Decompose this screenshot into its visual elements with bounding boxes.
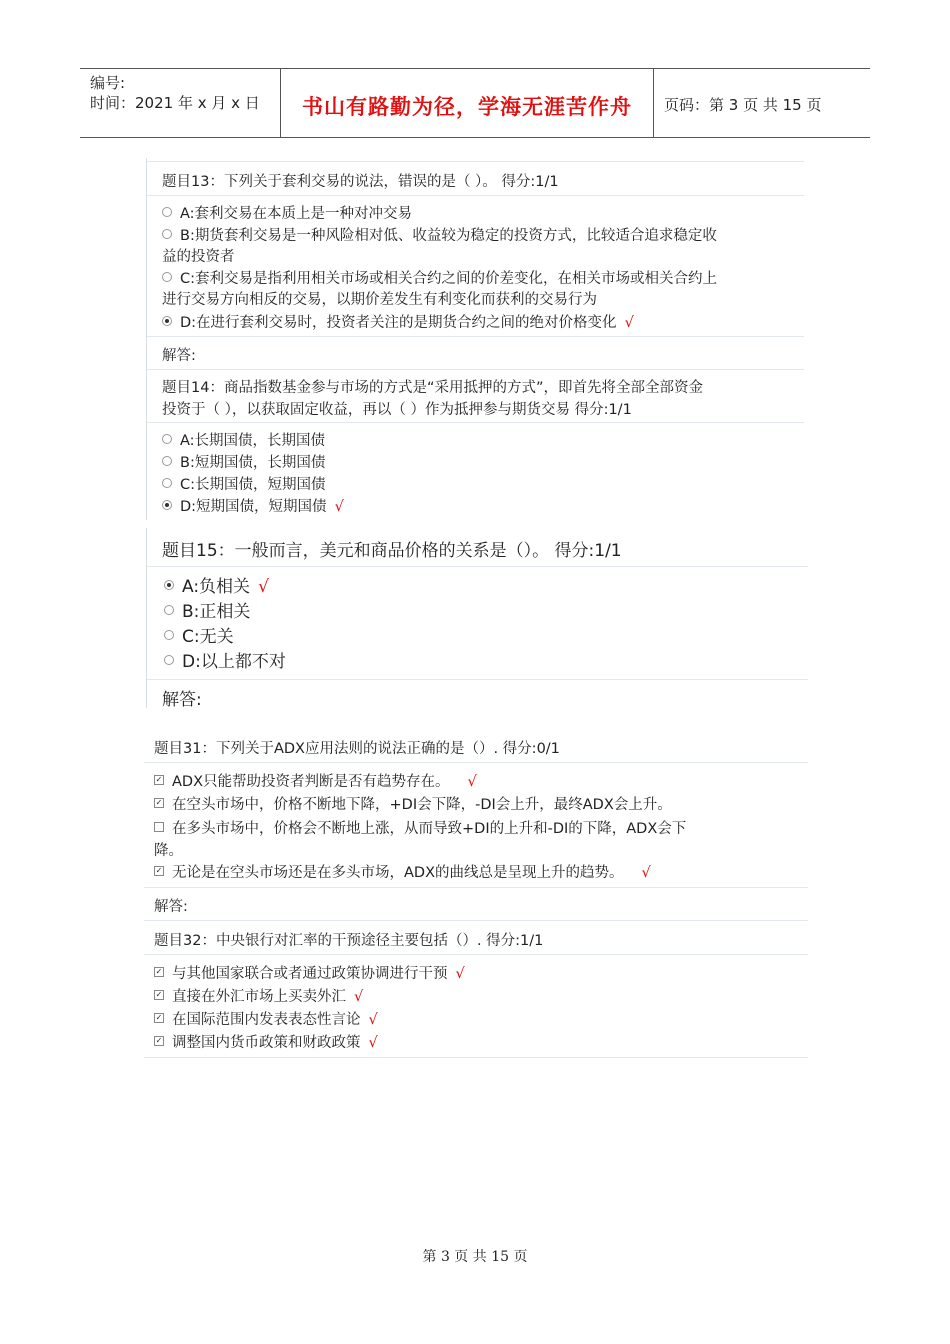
page-info: 页码：第 3 页 共 15 页 — [664, 96, 822, 114]
question-13-title: 题目13：下列关于套利交易的说法，错误的是（ ）。 得分:1/1 — [162, 174, 559, 190]
correct-tick-icon: √ — [354, 989, 364, 1005]
question-15-option-c[interactable]: C:无关 — [164, 622, 234, 647]
time-label: 时间：2021 年 x 月 x 日 — [90, 94, 260, 112]
correct-tick-icon: √ — [467, 774, 477, 790]
question-32-option-4[interactable]: ✓ 调整国内货币政策和财政政策 √ — [155, 1035, 378, 1051]
correct-tick-icon: √ — [258, 577, 269, 597]
question-13-option-c-cont: 进行交易方向相反的交易，以期价差发生有利变化而获利的交易行为 — [162, 292, 597, 308]
question-32-option-1[interactable]: ✓ 与其他国家联合或者通过政策协调进行干预 √ — [155, 966, 465, 982]
header-meta-cell — [80, 69, 281, 137]
radio-icon[interactable] — [162, 434, 172, 444]
checkbox-checked-icon[interactable]: ✓ — [155, 967, 163, 976]
question-15-option-b[interactable]: B:正相关 — [164, 597, 250, 622]
checkbox-checked-icon[interactable]: ✓ — [155, 1013, 163, 1022]
question-14-option-c[interactable]: C:长期国债，短期国债 — [162, 473, 326, 494]
radio-icon[interactable] — [164, 655, 174, 665]
question-14-option-b[interactable]: B:短期国债，长期国债 — [162, 451, 325, 472]
question-13-option-a[interactable]: A:套利交易在本质上是一种对冲交易 — [162, 202, 412, 223]
serial-label: 编号: — [90, 74, 126, 92]
motto: 书山有路勤为径，学海无涯苦作舟 — [302, 95, 632, 119]
checkbox-checked-icon[interactable]: ✓ — [155, 866, 163, 875]
question-15-option-d[interactable]: D:以上都不对 — [164, 647, 286, 672]
correct-tick-icon: √ — [334, 499, 344, 515]
question-15-answer-label: 解答: — [162, 690, 202, 710]
radio-selected-icon[interactable] — [164, 580, 174, 590]
checkbox-checked-icon[interactable]: ✓ — [155, 798, 163, 807]
question-31-option-2[interactable]: ✓ 在空头市场中，价格不断地下降，+DI会下降，-DI会上升，最终ADX会上升。 — [155, 797, 672, 813]
header-motto-cell — [281, 69, 654, 137]
radio-icon[interactable] — [162, 478, 172, 488]
question-13-option-b-cont: 益的投资者 — [162, 249, 235, 265]
question-31-title: 题目31：下列关于ADX应用法则的说法正确的是（）. 得分:0/1 — [154, 741, 560, 757]
question-13-option-d[interactable]: D:在进行套利交易时，投资者关注的是期货合约之间的绝对价格变化 √ — [162, 311, 634, 332]
question-15-option-a[interactable]: A:负相关 √ — [164, 572, 269, 597]
question-31-option-4[interactable]: ✓ 无论是在空头市场还是在多头市场，ADX的曲线总是呈现上升的趋势。 √ — [155, 865, 651, 881]
question-block-15 — [146, 528, 808, 708]
question-block-31-32 — [144, 730, 808, 1060]
radio-icon[interactable] — [164, 630, 174, 640]
correct-tick-icon: √ — [368, 1035, 378, 1051]
question-13-option-c[interactable]: C:套利交易是指利用相关市场或相关合约之间的价差变化，在相关市场或相关合约上 — [162, 267, 717, 288]
correct-tick-icon: √ — [624, 315, 634, 331]
radio-icon[interactable] — [164, 605, 174, 615]
radio-selected-icon[interactable] — [162, 500, 172, 510]
question-13-answer-label: 解答: — [162, 348, 196, 364]
radio-selected-icon[interactable] — [162, 316, 172, 326]
question-15-title: 题目15：一般而言，美元和商品价格的关系是（）。 得分:1/1 — [162, 541, 622, 561]
correct-tick-icon: √ — [368, 1012, 378, 1028]
question-32-title: 题目32：中央银行对汇率的干预途径主要包括（）. 得分:1/1 — [154, 933, 544, 949]
question-31-option-1[interactable]: ✓ ADX只能帮助投资者判断是否有趋势存在。 √ — [155, 774, 477, 790]
page-header — [80, 68, 870, 138]
checkbox-checked-icon[interactable]: ✓ — [155, 1036, 163, 1045]
question-13-option-b[interactable]: B:期货套利交易是一种风险相对低、收益较为稳定的投资方式，比较适合追求稳定收 — [162, 224, 717, 245]
checkbox-icon[interactable] — [154, 822, 164, 832]
checkbox-checked-icon[interactable]: ✓ — [155, 990, 163, 999]
radio-icon[interactable] — [162, 272, 172, 282]
radio-icon[interactable] — [162, 229, 172, 239]
question-14-title-line2: 投资于（ ），以获取固定收益，再以（ ）作为抵押参与期货交易 得分:1/1 — [162, 402, 632, 418]
correct-tick-icon: √ — [641, 865, 651, 881]
radio-icon[interactable] — [162, 456, 172, 466]
correct-tick-icon: √ — [455, 966, 465, 982]
question-31-option-3[interactable]: 在多头市场中，价格会不断地上涨，从而导致+DI的上升和-DI的下降，ADX会下 — [154, 817, 686, 838]
question-31-answer-label: 解答: — [154, 899, 188, 915]
question-block-13-14 — [146, 158, 804, 520]
question-14-option-a[interactable]: A:长期国债，长期国债 — [162, 429, 325, 450]
page-footer: 第 3 页 共 15 页 — [422, 1249, 528, 1265]
question-14-title-line1: 题目14：商品指数基金参与市场的方式是“采用抵押的方式”，即首先将全部全部资金 — [162, 380, 703, 396]
question-32-option-3[interactable]: ✓ 在国际范围内发表表态性言论 √ — [155, 1012, 378, 1028]
question-14-option-d[interactable]: D:短期国债，短期国债 √ — [162, 495, 344, 516]
question-32-option-2[interactable]: ✓ 直接在外汇市场上买卖外汇 √ — [155, 989, 364, 1005]
question-31-option-3-cont: 降。 — [154, 843, 183, 859]
header-page-cell — [654, 69, 870, 137]
checkbox-checked-icon[interactable]: ✓ — [155, 775, 163, 784]
radio-icon[interactable] — [162, 207, 172, 217]
